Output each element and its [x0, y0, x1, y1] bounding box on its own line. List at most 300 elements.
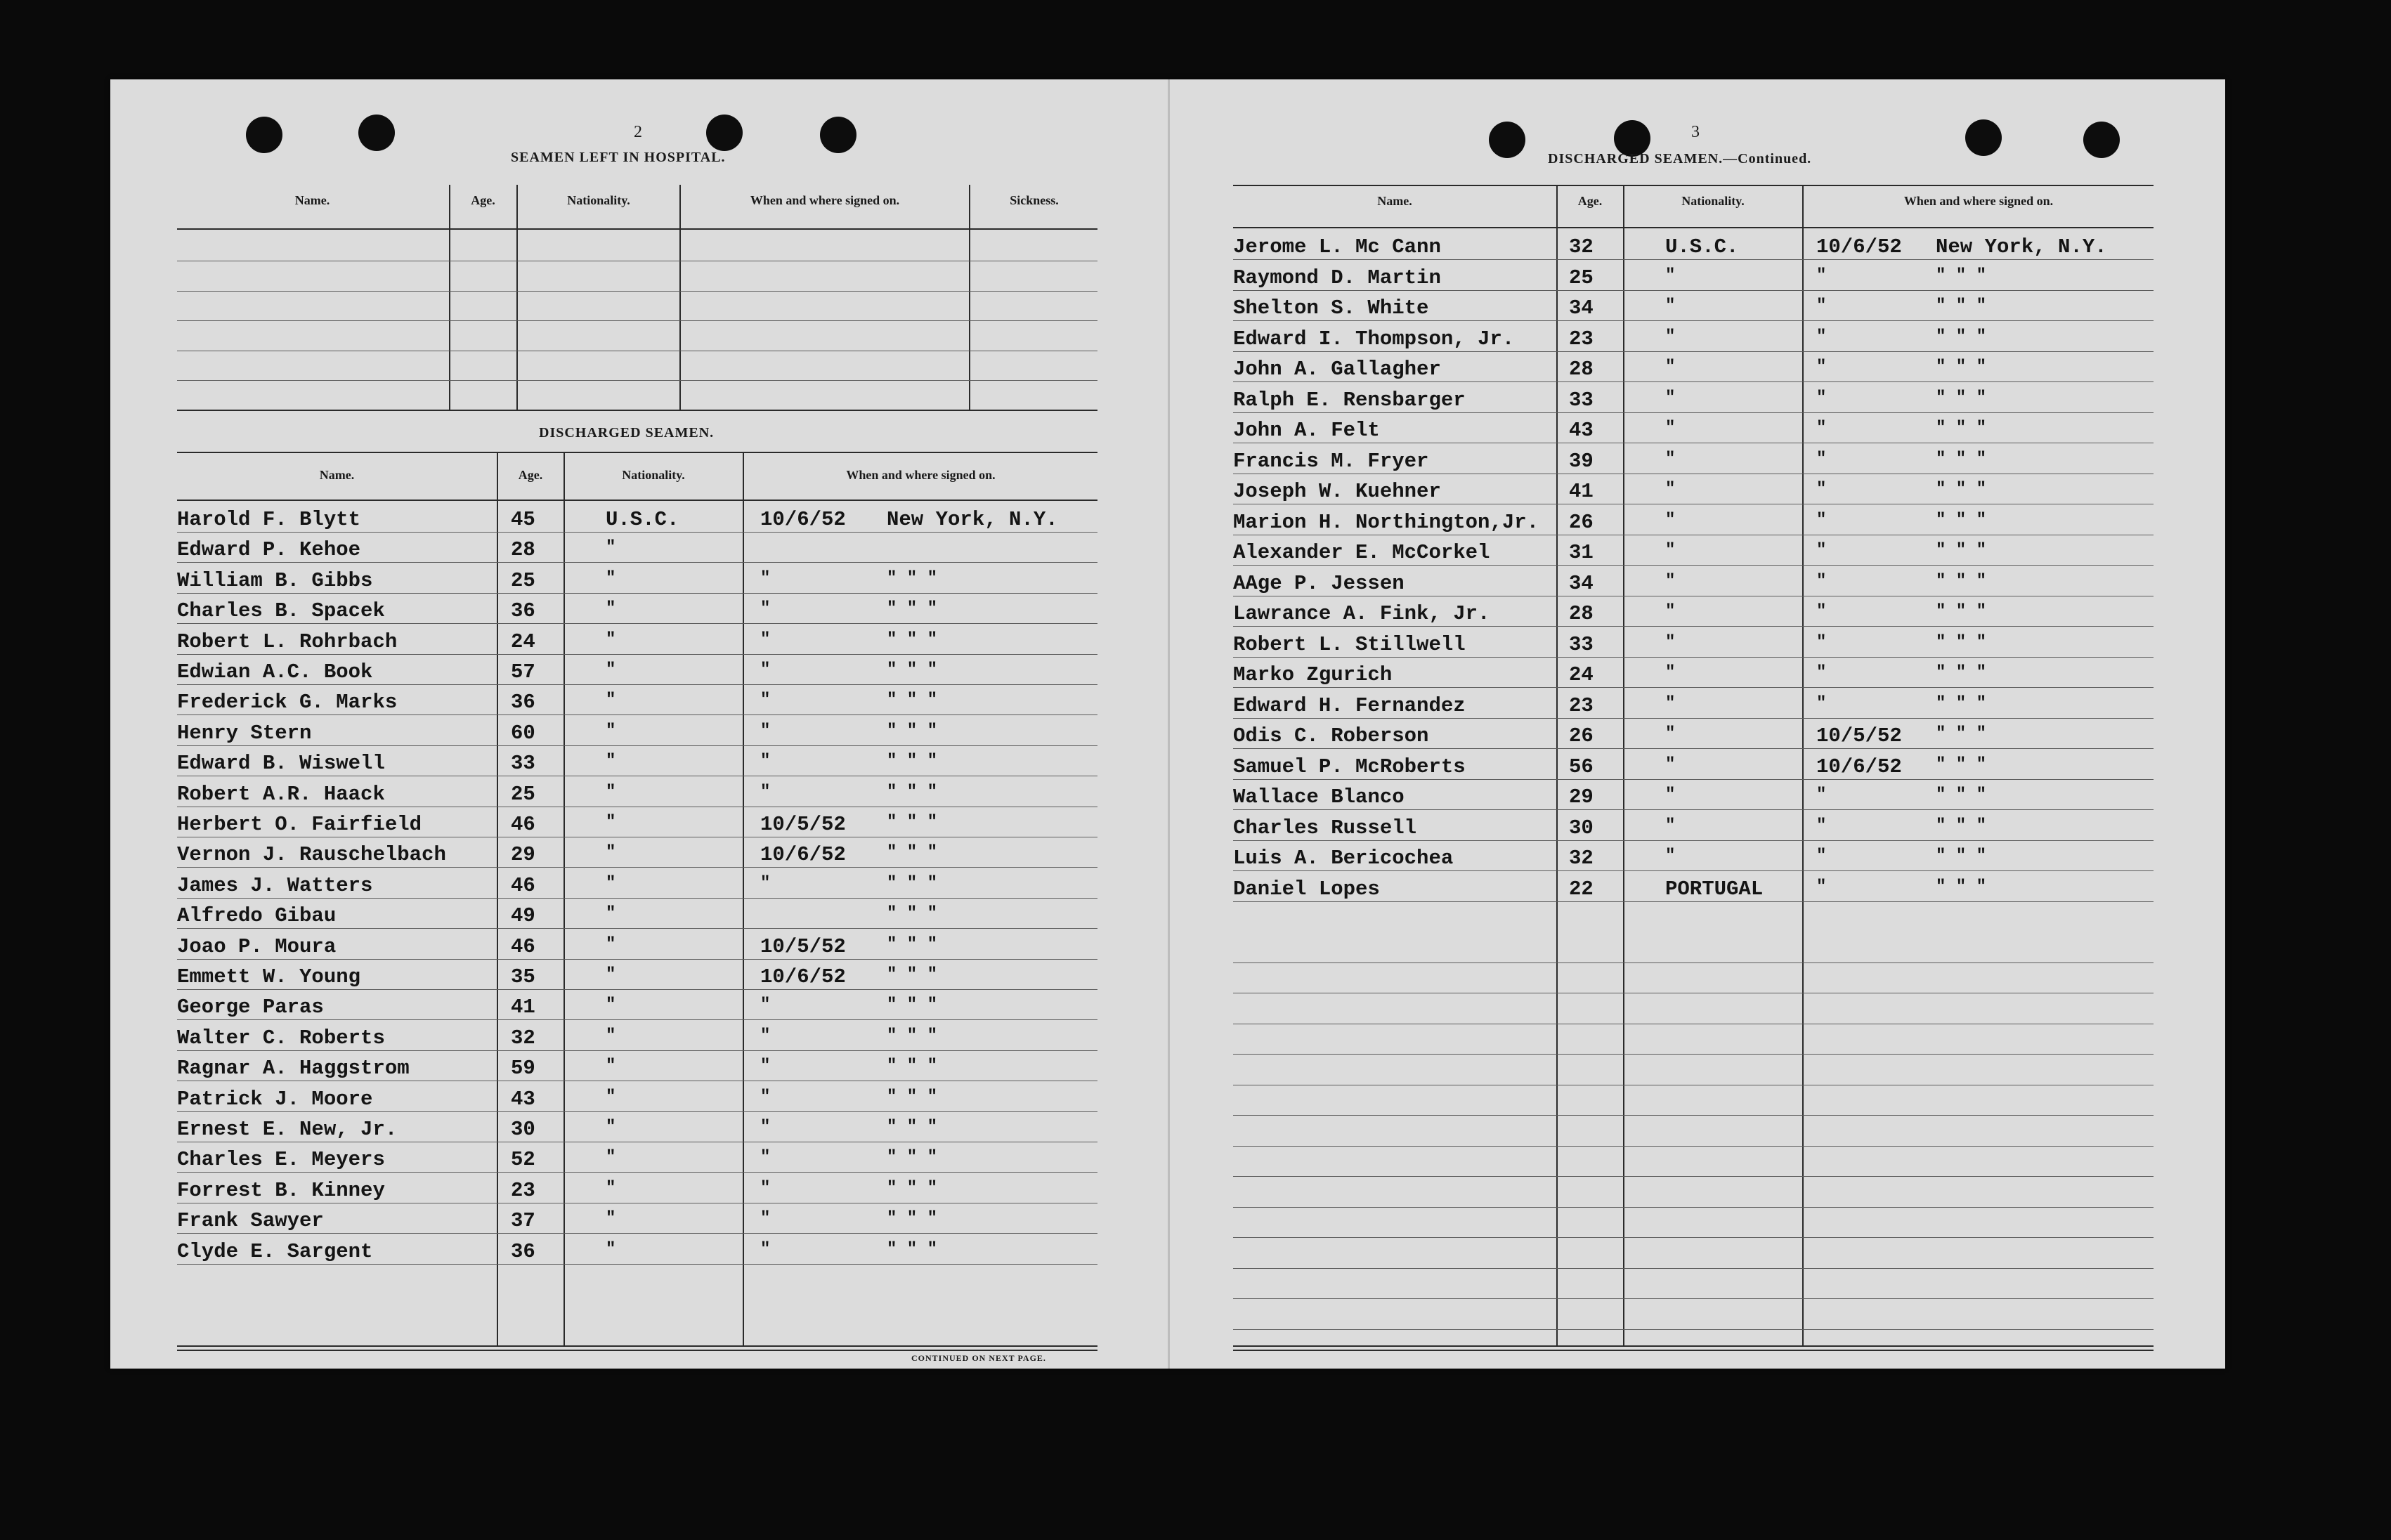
table-row: [177, 1022, 1097, 1050]
seaman-nationality: ": [1665, 419, 1676, 438]
signed-on-date: ": [760, 629, 771, 649]
signed-on-date: ": [760, 1178, 771, 1198]
seaman-name: Forrest B. Kinney: [177, 1178, 385, 1202]
rule: [177, 452, 1097, 453]
seaman-name: Walter C. Roberts: [177, 1026, 385, 1050]
seaman-name: Lawrance A. Fink, Jr.: [1233, 602, 1490, 625]
table-row: [1233, 568, 2154, 596]
signed-on-place: " " ": [887, 691, 938, 710]
signed-on-place: " " ": [887, 813, 938, 832]
table-row: [177, 534, 1097, 562]
rule: [177, 1345, 1097, 1347]
seaman-nationality: ": [606, 1087, 616, 1107]
rule: [1233, 290, 2154, 291]
seaman-name: Daniel Lopes: [1233, 877, 1380, 901]
rule: [177, 410, 1097, 411]
seaman-name: William B. Gibbs: [177, 568, 373, 592]
table-row: [177, 565, 1097, 593]
table-row: [1233, 751, 2154, 779]
seaman-name: Charles Russell: [1233, 816, 1417, 840]
seaman-age: 36: [511, 599, 535, 623]
column-header: Nationality.: [567, 193, 630, 207]
seaman-nationality: PORTUGAL: [1665, 877, 1764, 901]
seaman-nationality: ": [1665, 541, 1676, 560]
seaman-age: 30: [1569, 816, 1594, 840]
signed-on-place: " " ": [1936, 785, 1987, 804]
signed-on-place: " " ": [887, 1057, 938, 1076]
rule: [1233, 870, 2154, 871]
seaman-age: 56: [1569, 755, 1594, 778]
signed-on-place: " " ": [1936, 510, 1987, 530]
seaman-nationality: ": [606, 1239, 616, 1259]
seaman-nationality: ": [606, 1178, 616, 1198]
table-row: [177, 1114, 1097, 1142]
seaman-nationality: ": [1665, 632, 1676, 652]
table-row: [177, 1205, 1097, 1233]
table-row: [177, 1175, 1097, 1203]
rule: [1233, 1176, 2154, 1177]
signed-on-date: ": [1816, 632, 1827, 652]
rule: [1233, 412, 2154, 413]
signed-on-place: " " ": [887, 1239, 938, 1259]
title-suffix: —Continued.: [1723, 151, 1812, 167]
column-header: Sickness.: [1010, 193, 1059, 207]
table-row: [177, 991, 1097, 1019]
table-row: [177, 839, 1097, 867]
seaman-name: Marion H. Northington,Jr.: [1233, 510, 1539, 534]
table-row: [177, 686, 1097, 714]
seaman-name: James J. Watters: [177, 873, 373, 897]
signed-on-date: 10/6/52: [1816, 235, 1902, 259]
rule: [177, 714, 1097, 715]
table-row: [1233, 231, 2154, 259]
signed-on-date: 10/5/52: [1816, 724, 1902, 748]
seaman-age: 35: [511, 965, 535, 988]
seaman-age: 52: [511, 1148, 535, 1172]
seaman-name: Charles E. Meyers: [177, 1148, 385, 1172]
table-row: [1233, 445, 2154, 474]
signed-on-date: ": [1816, 358, 1827, 377]
seaman-age: 43: [1569, 419, 1594, 442]
signed-on-date: ": [760, 660, 771, 679]
signed-on-date: ": [1816, 541, 1827, 560]
signed-on-date: 10/5/52: [760, 934, 846, 958]
seaman-name: Wallace Blanco: [1233, 785, 1405, 809]
rule: [1233, 626, 2154, 627]
seaman-name: Emmett W. Young: [177, 965, 361, 988]
rule: [1233, 748, 2154, 749]
signed-on-place: " " ": [887, 752, 938, 771]
signed-on-date: ": [1816, 480, 1827, 499]
seaman-age: 41: [511, 996, 535, 1019]
rule: [177, 1050, 1097, 1051]
seaman-name: Charles B. Spacek: [177, 599, 385, 623]
signed-on-place: " " ": [887, 996, 938, 1015]
signed-on-date: ": [1816, 419, 1827, 438]
rule: [177, 1172, 1097, 1173]
table-row: [1233, 537, 2154, 565]
signed-on-place: " " ": [887, 1209, 938, 1229]
rule: [1233, 1298, 2154, 1299]
table-row: [177, 778, 1097, 807]
rule: [177, 228, 1097, 230]
seaman-nationality: ": [606, 1057, 616, 1076]
seaman-name: John A. Gallagher: [1233, 358, 1441, 381]
signed-on-place: " " ": [887, 629, 938, 649]
signed-on-place: " " ": [1936, 266, 1987, 285]
signed-on-date: 10/5/52: [760, 813, 846, 836]
seaman-nationality: U.S.C.: [1665, 235, 1739, 259]
signed-on-date: ": [760, 873, 771, 893]
seaman-nationality: ": [1665, 693, 1676, 713]
seaman-age: 30: [511, 1118, 535, 1141]
seaman-age: 23: [1569, 327, 1594, 351]
seaman-nationality: ": [1665, 755, 1676, 774]
seaman-age: 33: [1569, 388, 1594, 412]
signed-on-place: " " ": [1936, 847, 1987, 866]
signed-on-place: " " ": [1936, 724, 1987, 743]
column-header: When and where signed on.: [846, 468, 996, 482]
seaman-age: 41: [1569, 480, 1594, 503]
signed-on-date: 10/6/52: [760, 965, 846, 988]
seaman-nationality: ": [1665, 663, 1676, 682]
seaman-age: 32: [1569, 847, 1594, 870]
column-divider: [516, 185, 518, 410]
signed-on-date: ": [760, 752, 771, 771]
signed-on-date: ": [760, 1118, 771, 1137]
signed-on-place: " " ": [1936, 632, 1987, 652]
seaman-age: 60: [511, 721, 535, 745]
seaman-name: Ragnar A. Haggstrom: [177, 1057, 410, 1081]
seaman-age: 32: [1569, 235, 1594, 259]
signed-on-place: " " ": [887, 721, 938, 740]
seaman-nationality: ": [606, 904, 616, 924]
signed-on-date: ": [1816, 510, 1827, 530]
seaman-name: George Paras: [177, 996, 324, 1019]
table-row: [1233, 415, 2154, 443]
seaman-name: Harold F. Blytt: [177, 508, 361, 531]
signed-on-place: " " ": [1936, 571, 1987, 591]
seaman-age: 46: [511, 934, 535, 958]
seaman-nationality: ": [1665, 847, 1676, 866]
seaman-age: 24: [1569, 663, 1594, 686]
seaman-name: Luis A. Bericochea: [1233, 847, 1454, 870]
rule: [1233, 227, 2154, 228]
table-row: [177, 748, 1097, 776]
signed-on-date: ": [760, 1239, 771, 1259]
signed-on-date: ": [760, 1148, 771, 1168]
rule: [1233, 1115, 2154, 1116]
seaman-age: 45: [511, 508, 535, 531]
seaman-nationality: ": [1665, 266, 1676, 285]
page-number: 3: [1691, 123, 1700, 141]
rule: [1233, 687, 2154, 688]
table-row: [177, 656, 1097, 684]
rule: [177, 623, 1097, 624]
seaman-nationality: ": [606, 660, 616, 679]
signed-on-place: " " ": [887, 843, 938, 863]
seaman-nationality: ": [606, 813, 616, 832]
signed-on-place: " " ": [1936, 663, 1987, 682]
table-row: [1233, 720, 2154, 748]
signed-on-date: ": [1816, 816, 1827, 835]
column-header: Age.: [1577, 194, 1603, 208]
seaman-nationality: ": [606, 934, 616, 954]
seaman-name: AAge P. Jessen: [1233, 571, 1405, 595]
signed-on-date: ": [760, 599, 771, 619]
table-row: [177, 961, 1097, 989]
seaman-age: 25: [511, 568, 535, 592]
page-number: 2: [634, 123, 642, 141]
rule: [1233, 1207, 2154, 1208]
seaman-nationality: ": [1665, 785, 1676, 804]
column-header: Name.: [1377, 194, 1412, 208]
signed-on-place: " " ": [887, 568, 938, 588]
column-header: Nationality.: [1681, 194, 1745, 208]
table-row: [177, 595, 1097, 623]
rule: [177, 684, 1097, 685]
signed-on-date: ": [760, 1057, 771, 1076]
seaman-name: Robert A.R. Haack: [177, 782, 385, 806]
signed-on-place: " " ": [887, 1148, 938, 1168]
signed-on-place: " " ": [887, 1178, 938, 1198]
seaman-name: Francis M. Fryer: [1233, 449, 1429, 473]
signed-on-date: ": [760, 996, 771, 1015]
seaman-name: Joao P. Moura: [177, 934, 337, 958]
seaman-nationality: ": [606, 996, 616, 1015]
signed-on-place: " " ": [1936, 449, 1987, 469]
table-row: [1233, 842, 2154, 870]
column-header: Name.: [319, 468, 355, 482]
signed-on-place: " " ": [887, 1118, 938, 1137]
rule: [177, 500, 1097, 501]
seaman-nationality: ": [606, 538, 616, 558]
rule: [1233, 809, 2154, 810]
column-header: Age.: [518, 468, 543, 482]
seaman-age: 43: [511, 1087, 535, 1111]
seaman-age: 23: [1569, 693, 1594, 717]
signed-on-date: ": [760, 1087, 771, 1107]
seaman-nationality: ": [1665, 327, 1676, 346]
table-row: [1233, 598, 2154, 626]
seaman-age: 22: [1569, 877, 1594, 901]
seaman-nationality: ": [606, 1118, 616, 1137]
seaman-age: 29: [511, 843, 535, 867]
seaman-age: 26: [1569, 724, 1594, 748]
rule: [177, 1264, 1097, 1265]
seaman-name: Ernest E. New, Jr.: [177, 1118, 398, 1141]
rule: [1233, 320, 2154, 321]
table-row: [1233, 262, 2154, 290]
seaman-age: 34: [1569, 296, 1594, 320]
table-row: [1233, 353, 2154, 381]
seaman-age: 46: [511, 873, 535, 897]
seaman-name: Alexander E. McCorkel: [1233, 541, 1490, 564]
rule: [177, 898, 1097, 899]
seaman-name: John A. Felt: [1233, 419, 1380, 442]
signed-on-date: ": [760, 721, 771, 740]
column-header: When and where signed on.: [750, 193, 900, 207]
table-row: [1233, 476, 2154, 504]
rule: [177, 745, 1097, 746]
rule: [177, 654, 1097, 655]
rule: [1233, 1237, 2154, 1238]
seaman-age: 25: [1569, 266, 1594, 289]
seaman-nationality: ": [1665, 388, 1676, 407]
seaman-age: 31: [1569, 541, 1594, 564]
rule: [177, 989, 1097, 990]
rule: [1233, 962, 2154, 963]
seaman-nationality: ": [606, 752, 616, 771]
signed-on-place: New York, N.Y.: [1936, 235, 2107, 259]
seaman-age: 36: [511, 691, 535, 714]
seaman-name: Raymond D. Martin: [1233, 266, 1441, 289]
signed-on-date: ": [1816, 877, 1827, 896]
document-sheet: [110, 79, 2225, 1369]
seaman-age: 49: [511, 904, 535, 928]
seaman-age: 28: [511, 538, 535, 562]
column-divider: [969, 185, 970, 410]
seaman-name: Henry Stern: [177, 721, 312, 745]
signed-on-place: " " ": [1936, 296, 1987, 315]
seaman-age: 25: [511, 782, 535, 806]
signed-on-date: ": [760, 1026, 771, 1045]
seaman-age: 36: [511, 1239, 535, 1263]
seaman-nationality: ": [1665, 724, 1676, 743]
signed-on-date: ": [1816, 296, 1827, 315]
rule: [177, 320, 1097, 321]
table-row: [1233, 323, 2154, 351]
seaman-name: Edwian A.C. Book: [177, 660, 373, 684]
seaman-nationality: ": [1665, 449, 1676, 469]
signed-on-date: ": [760, 782, 771, 802]
column-divider: [449, 185, 450, 410]
rule: [1233, 185, 2154, 186]
signed-on-date: 10/6/52: [760, 508, 846, 531]
rule: [177, 532, 1097, 533]
signed-on-place: " " ": [1936, 541, 1987, 560]
rule: [1233, 1054, 2154, 1055]
seaman-age: 34: [1569, 571, 1594, 595]
seaman-nationality: ": [1665, 510, 1676, 530]
signed-on-place: " " ": [887, 599, 938, 619]
seaman-nationality: U.S.C.: [606, 508, 679, 531]
title-text: DISCHARGED SEAMEN.: [1548, 151, 1724, 167]
seaman-nationality: ": [606, 1148, 616, 1168]
table-row: [1233, 507, 2154, 535]
signed-on-date: ": [1816, 602, 1827, 621]
hospital-title: SEAMEN LEFT IN HOSPITAL.: [511, 150, 726, 165]
rule: [1233, 901, 2154, 902]
seaman-age: 32: [511, 1026, 535, 1050]
rule: [177, 1350, 1097, 1351]
seaman-name: Edward I. Thompson, Jr.: [1233, 327, 1515, 351]
seaman-nationality: ": [606, 1209, 616, 1229]
signed-on-date: ": [760, 1209, 771, 1229]
column-header: Age.: [471, 193, 495, 207]
seaman-nationality: ": [606, 629, 616, 649]
signed-on-place: " " ": [1936, 877, 1987, 896]
seaman-age: 26: [1569, 510, 1594, 534]
seaman-name: Frederick G. Marks: [177, 691, 398, 714]
seaman-name: Robert L. Stillwell: [1233, 632, 1466, 656]
table-row: [1233, 292, 2154, 320]
seaman-nationality: ": [606, 721, 616, 740]
seaman-name: Shelton S. White: [1233, 296, 1429, 320]
table-row: [1233, 781, 2154, 809]
rule: [177, 1111, 1097, 1112]
seaman-age: 39: [1569, 449, 1594, 473]
seaman-name: Patrick J. Moore: [177, 1087, 373, 1111]
column-header: When and where signed on.: [1903, 194, 2054, 208]
signed-on-place: New York, N.Y.: [887, 508, 1058, 531]
signed-on-place: " " ": [1936, 816, 1987, 835]
signed-on-date: ": [1816, 785, 1827, 804]
discharged-title-continued: [1548, 151, 1811, 167]
seaman-nationality: ": [1665, 296, 1676, 315]
seaman-name: Clyde E. Sargent: [177, 1239, 373, 1263]
table-row: [177, 931, 1097, 959]
rule: [1233, 565, 2154, 566]
table-row: [177, 900, 1097, 928]
seaman-age: 37: [511, 1209, 535, 1233]
table-row: [1233, 629, 2154, 657]
seaman-nationality: ": [606, 843, 616, 863]
seaman-nationality: ": [606, 873, 616, 893]
seaman-name: Odis C. Roberson: [1233, 724, 1429, 748]
table-row: [177, 1052, 1097, 1081]
continued-note: CONTINUED ON NEXT PAGE.: [911, 1353, 1046, 1363]
signed-on-place: " " ": [887, 782, 938, 802]
seaman-nationality: ": [1665, 816, 1676, 835]
table-row: [1233, 812, 2154, 840]
rule: [1233, 351, 2154, 352]
left-page: [110, 79, 1168, 1369]
rule: [1233, 259, 2154, 260]
signed-on-place: " " ": [887, 660, 938, 679]
seaman-name: Joseph W. Kuehner: [1233, 480, 1441, 503]
signed-on-date: ": [1816, 571, 1827, 591]
rule: [177, 562, 1097, 563]
seaman-age: 28: [1569, 358, 1594, 381]
signed-on-place: " " ": [887, 1026, 938, 1045]
seaman-nationality: ": [606, 568, 616, 588]
rule: [1233, 718, 2154, 719]
seaman-nationality: ": [1665, 571, 1676, 591]
seaman-name: Edward B. Wiswell: [177, 752, 385, 776]
signed-on-date: 10/6/52: [760, 843, 846, 867]
rule: [177, 291, 1097, 292]
seaman-age: 57: [511, 660, 535, 684]
table-row: [1233, 873, 2154, 901]
signed-on-place: " " ": [887, 904, 938, 924]
table-row: [1233, 659, 2154, 687]
seaman-name: Vernon J. Rauschelbach: [177, 843, 446, 867]
signed-on-date: ": [1816, 663, 1827, 682]
table-row: [177, 717, 1097, 745]
table-row: [177, 504, 1097, 532]
column-header: Name.: [294, 193, 330, 207]
seaman-name: Edward H. Fernandez: [1233, 693, 1466, 717]
rule: [1233, 657, 2154, 658]
signed-on-date: 10/6/52: [1816, 755, 1902, 778]
signed-on-date: ": [1816, 847, 1827, 866]
signed-on-place: " " ": [1936, 388, 1987, 407]
table-row: [1233, 690, 2154, 718]
seaman-age: 33: [511, 752, 535, 776]
rule: [1233, 381, 2154, 382]
rule: [177, 593, 1097, 594]
